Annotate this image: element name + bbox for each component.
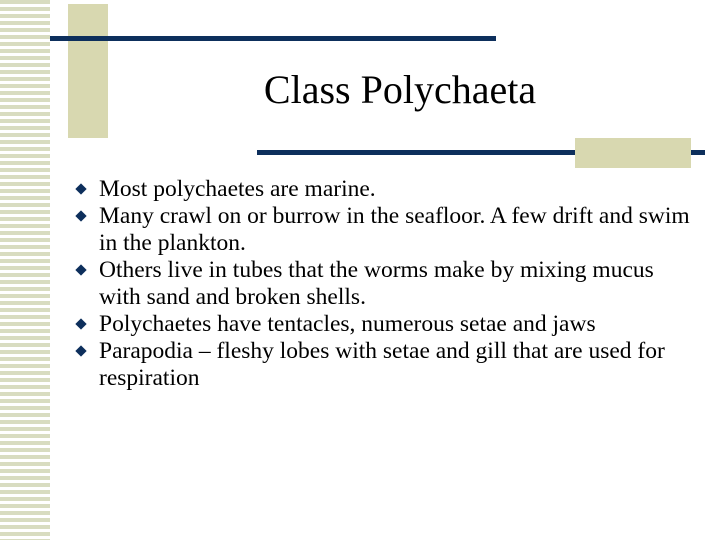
bullet-text: Many crawl on or burrow in the seafloor. A few drift and swim in the plankton. bbox=[99, 203, 690, 256]
decorative-side-stripes bbox=[0, 0, 50, 540]
bullet-text: Others live in tubes that the worms make by mixing mucus with sand and broken shells. bbox=[99, 257, 654, 310]
bullet-item bbox=[76, 257, 691, 311]
bullet-text: Most polychaetes are marine. bbox=[99, 176, 376, 202]
diamond-bullet-icon bbox=[75, 183, 86, 194]
diamond-bullet-icon bbox=[75, 210, 86, 221]
title-accent-block bbox=[68, 4, 108, 138]
rule-accent-block bbox=[575, 138, 691, 168]
bullet-list bbox=[76, 176, 691, 392]
diamond-bullet-icon bbox=[75, 345, 86, 356]
title-top-rule bbox=[50, 36, 496, 41]
slide-title: Class Polychaeta bbox=[263, 67, 537, 112]
bullet-item bbox=[76, 203, 691, 257]
diamond-bullet-icon bbox=[75, 318, 86, 329]
bullet-text: Parapodia – fleshy lobes with setae and gill that are used for respiration bbox=[99, 338, 665, 391]
bullet-text: Polychaetes have tentacles, numerous setae and jaws bbox=[99, 311, 596, 337]
bullet-item bbox=[76, 338, 691, 392]
bullet-item bbox=[76, 311, 691, 338]
bullet-item bbox=[76, 176, 691, 203]
diamond-bullet-icon bbox=[75, 264, 86, 275]
